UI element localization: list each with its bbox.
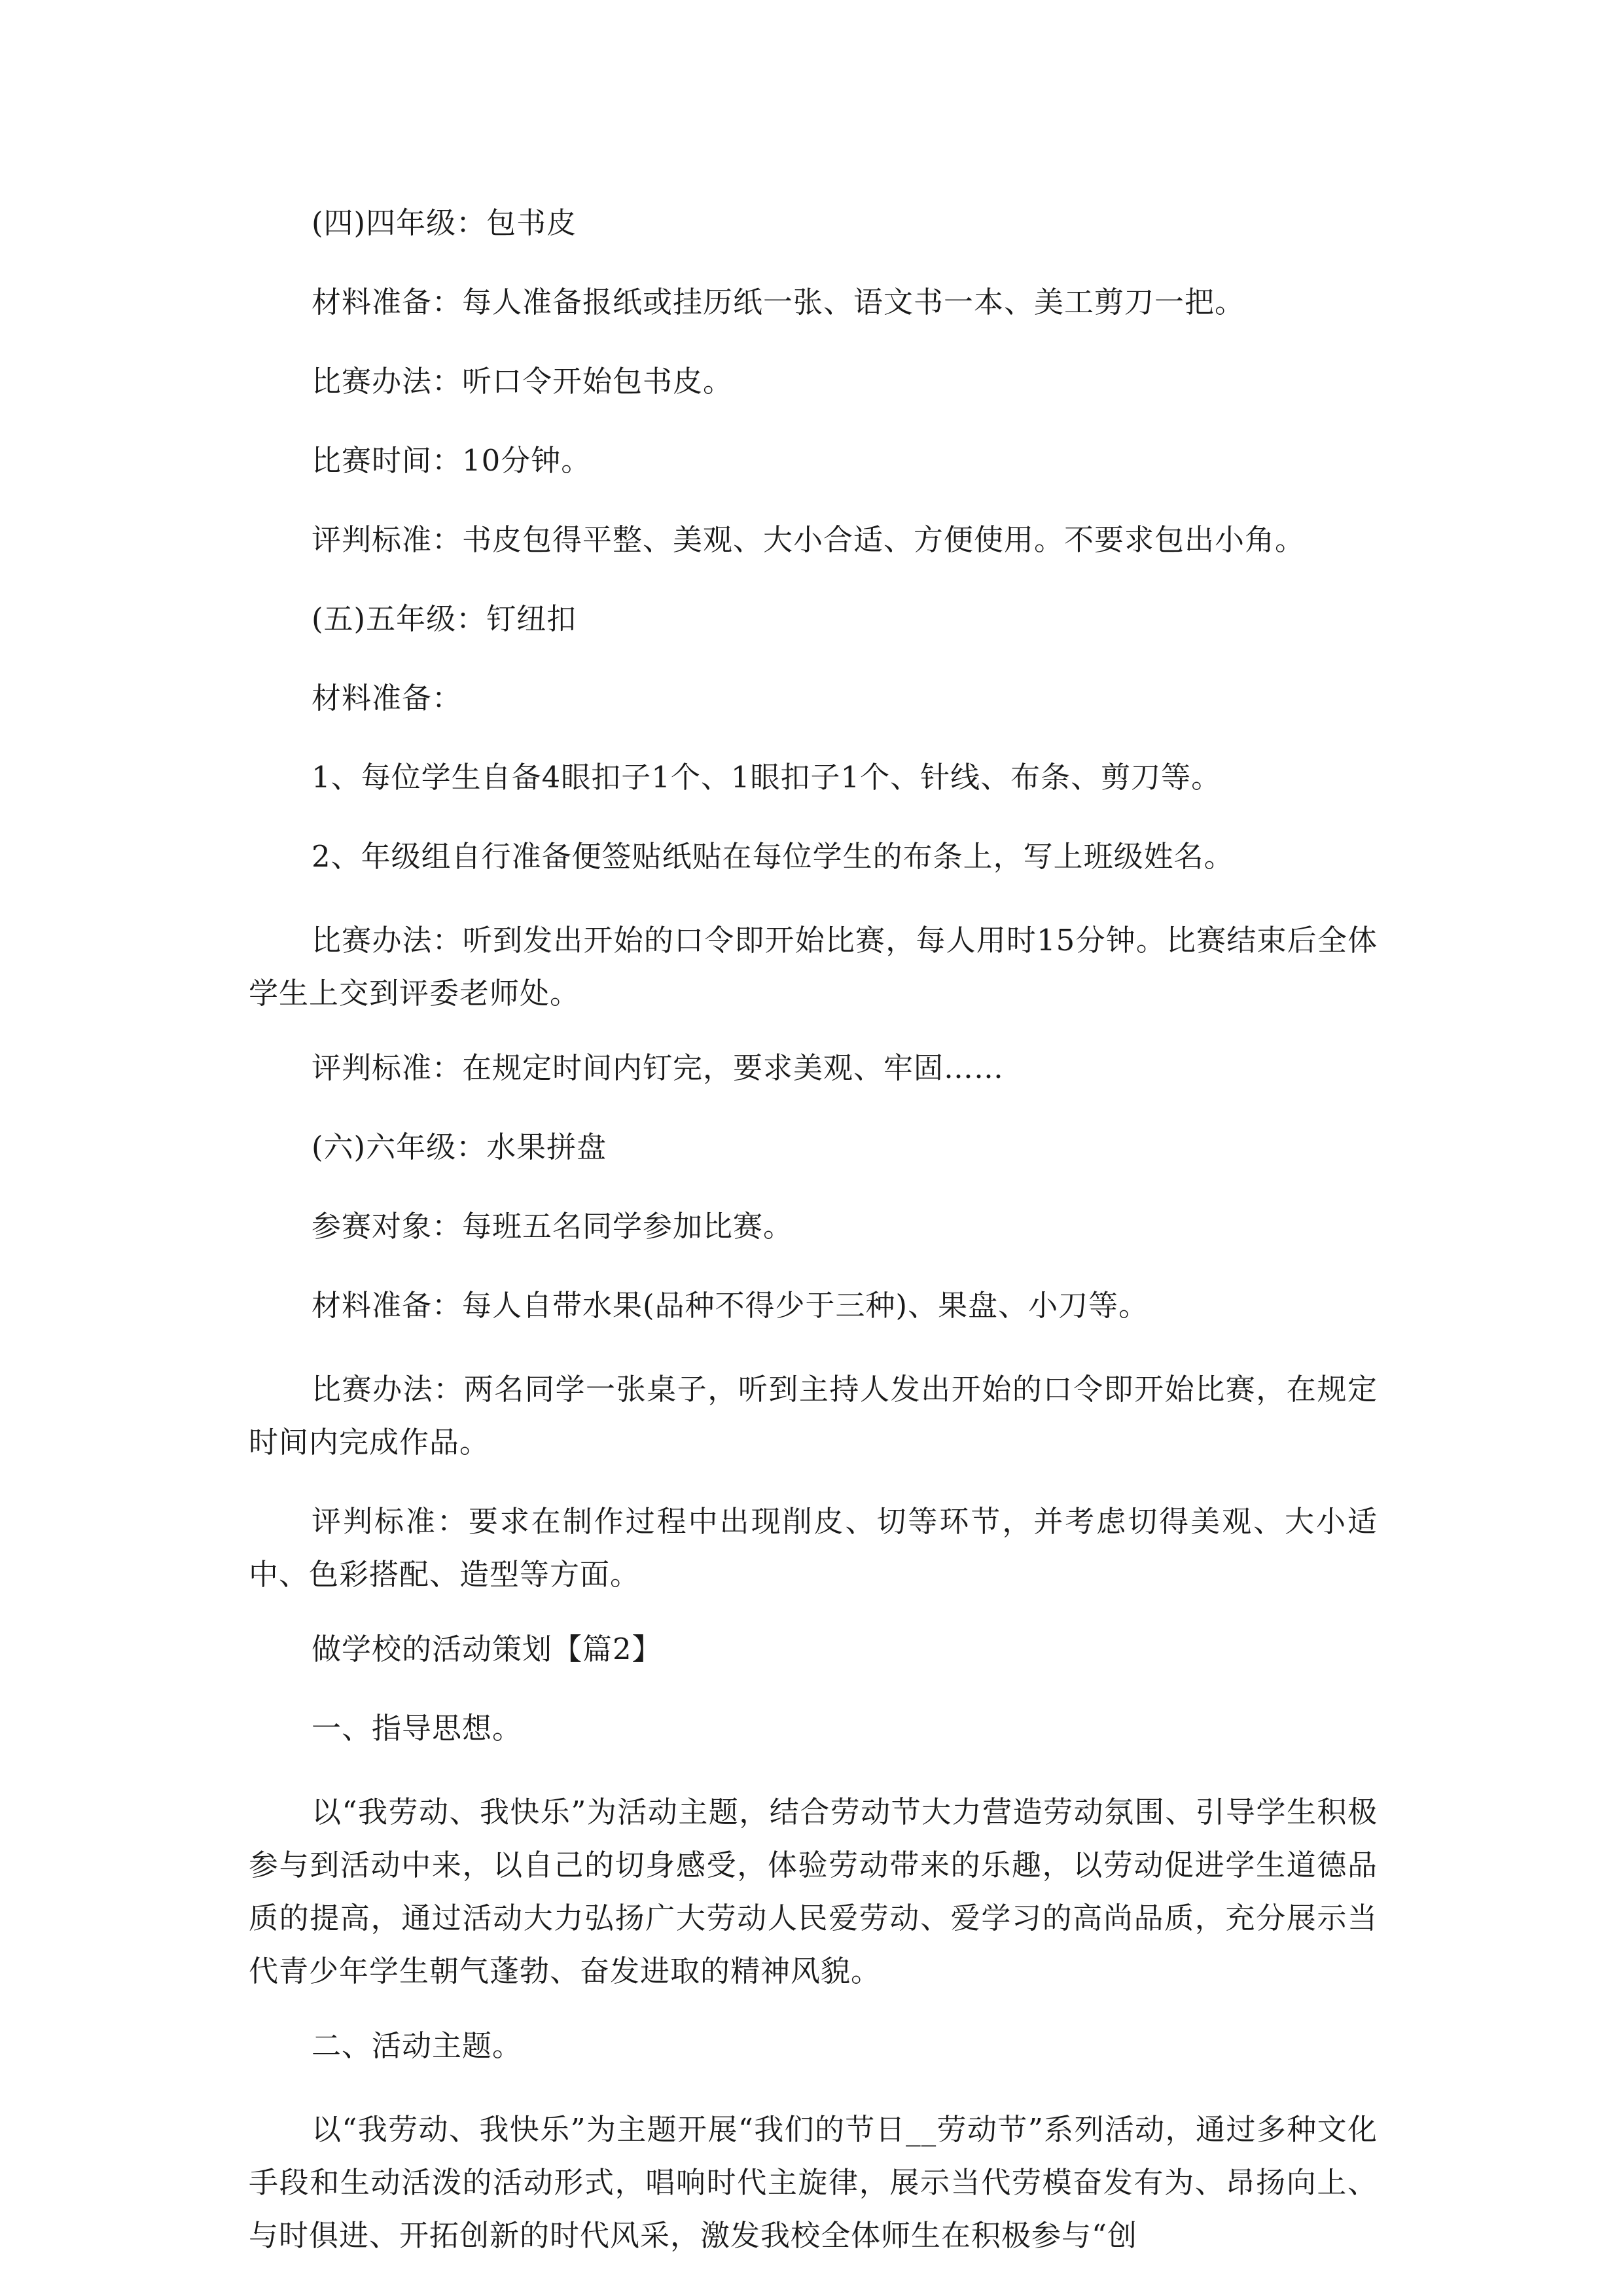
section-heading: 一、指导思想。: [312, 1711, 523, 1746]
paragraph-materials: 材料准备：每人准备报纸或挂历纸一张、语文书一本、美工剪刀一把。: [312, 285, 1245, 319]
document-body: [249, 201, 1378, 2288]
paragraph-materials: 材料准备：每人自带水果(品种不得少于三种)、果盘、小刀等。: [312, 1288, 1149, 1323]
paragraph-method: 比赛办法：两名同学一张桌子，听到主持人发出开始的口令即开始比赛，在规定时间内完成作品。: [249, 1372, 1378, 1460]
paragraph-criteria: 评判标准：在规定时间内钉完，要求美观、牢固……: [312, 1050, 1005, 1085]
article-title: 做学校的活动策划【篇2】: [312, 1632, 662, 1666]
section-heading: 二、活动主题。: [312, 2028, 523, 2063]
paragraph-time: 比赛时间：10分钟。: [312, 443, 592, 478]
paragraph-participants: 参赛对象：每班五名同学参加比赛。: [312, 1209, 794, 1244]
paragraph-criteria: 评判标准：要求在制作过程中出现削皮、切等环节，并考虑切得美观、大小适中、色彩搭配、造型等方面。: [249, 1504, 1378, 1592]
paragraph-materials: 材料准备：: [312, 681, 463, 715]
paragraph-criteria: 评判标准：书皮包得平整、美观、大小合适、方便使用。不要求包出小角。: [312, 522, 1306, 557]
paragraph-theme: 以“我劳动、我快乐”为主题开展“我们的节日__劳动节”系列活动，通过多种文化手段和生动活泼的活动形式，唱响时代主旋律，展示当代劳模奋发有为、昂扬向上、与时俱进、开拓创新的时代风采，激发我校全体师生在积极参与“创: [249, 2112, 1378, 2253]
section-heading-grade6: (六)六年级：水果拼盘: [312, 1130, 607, 1164]
section-heading-grade5: (五)五年级：钉纽扣: [312, 601, 577, 636]
list-item: 2、年级组自行准备便签贴纸贴在每位学生的布条上，写上班级姓名。: [312, 839, 1234, 874]
section-heading-grade4: (四)四年级：包书皮: [312, 206, 577, 240]
paragraph-guiding-idea: 以“我劳动、我快乐”为活动主题，结合劳动节大力营造劳动氛围、引导学生积极参与到活动中来，以自己的切身感受，体验劳动带来的乐趣，以劳动促进学生道德品质的提高，通过活动大力弘扬广大劳动人民爱劳动、爱学习的高尚品质，充分展示当代青少年学生朝气蓬勃、奋发进取的精神风貌。: [249, 1795, 1378, 1988]
paragraph-method: 比赛办法：听口令开始包书皮。: [312, 364, 734, 399]
list-item: 1、每位学生自备4眼扣子1个、1眼扣子1个、针线、布条、剪刀等。: [312, 760, 1222, 795]
paragraph-method: 比赛办法：听到发出开始的口令即开始比赛，每人用时15分钟。比赛结束后全体学生上交到评委老师处。: [249, 923, 1378, 1011]
